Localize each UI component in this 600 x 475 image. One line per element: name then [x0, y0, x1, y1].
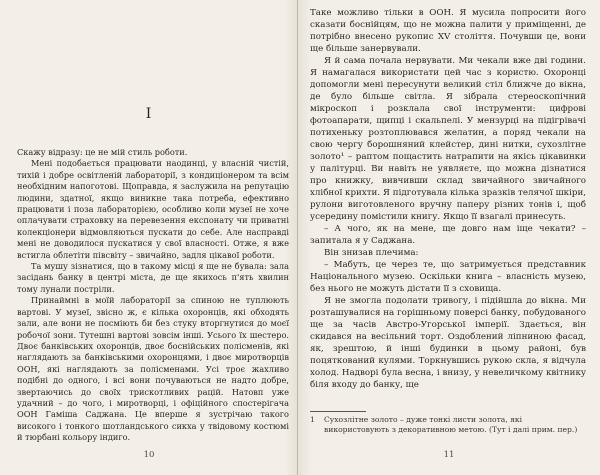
paragraph: Він знизав плечима:	[324, 248, 419, 259]
right-page	[298, 0, 600, 475]
paragraph: Я не змогла подолати тривогу, і підійшла до вікна. Ми розташувалися на горішньому поверсі банку, побудованого ще за часів Австро-Угорської імперії. Здається, він скидався на весільний торт. Оздоблений ліпниною фасад, як, зрештою, й інші будинки в цьому районі, був поцяткований кулями. Торкнувшись рукою скла, я відчула холод. Надворі була весна, і внизу, у невеличкому квітнику біля входу до банку, ще	[310, 296, 586, 391]
left-page	[0, 0, 298, 475]
paragraph: Я й сама почала нервувати. Ми чекали вже дві години. Я намагалася використати цей час з користю. Охоронці допомогли мені пересунути великий стіл ближче до вікна, де було більше світла. Я зібрала стереоскопічний мікроскоп і розклала свої інструменти: цифрові фотоапарати, щипці і скальпелі. У мензурці на підігрівачі потихеньку розтоплювався желатин, а поряд чекали на свою чергу борошняний клейстер, дині нитки, сухозлітне золото¹ – раптом пощастить натрапити на якісь цікавинки у палітурці. Ви навіть не уявляєте, що можна дізнатися про книжку, вивчивши склад звичайного звичайного хлібної крихти. Я підготувала кілька зразків телячої шкіри, рулони виготовленого вручну паперу різних тонів і, щоб усередину помістили книгу. Якщо її взагалі принесуть.	[310, 56, 586, 223]
chapter-heading: I	[145, 106, 153, 122]
right-page-body	[310, 7, 586, 392]
paragraph: Мені подобається працювати наодинці, у власній чистій, тихій і добре освітленій лабораторії, з кондиціонером та всім необхідним напоготові. Щоправда, я заслужила на репутацію людини, здатної, якщо виникне така потреба, ефективно працювати і поза лабораторією, особливо коли музеї не хоче оплачувати страховку на перевезення експонату чи приватні колекціонери відмовляються пускати до себе. Але насправді мені не доводилося пускатися у свої власності. Отже, я вже встигла облетіти півсвіту – звичайно, задля цікавої роботи.	[17, 158, 289, 260]
page-number-left: 10	[143, 450, 155, 460]
footnote-number: 1	[310, 415, 315, 424]
paragraph: Таке можливо тільки в ООН. Я мусила попросити його сказати боснійцям, що не можна палити у приміщенні, де потрібно внесено рукопис XV століття. Почувши це, вони ще більше занервували.	[310, 8, 586, 55]
footnote	[310, 415, 580, 435]
paragraph: Принаймні в моїй лабораторії за спиною не туплюють вартові. У музеї, звісно ж, є кілька охоронців, які обходять зали, але вони не посміють би без стуку вторгнутися до моєї робочої зони. Тутешні вартові зовсім інші. Усього їх шестеро. Двоє банківських охоронців, двоє боснійських полісменів, які наглядають за банківськими охоронцями, і двоє миротворців ООН, які наглядають за полісменами. Усі троє жахливо подібні до одного, і всі вони почуваються не надто добре, звертаючись до своїх трискотливих рацій. Натовп уже удачний – до чого, і миротворці, і офіційного спостерігача ООН Гаміша Саджана. Це вперше я зустрічаю такого високого і тонкого шотландського сикха у твідовому костюмі й тюрбані кольору індиго.	[17, 295, 289, 443]
page-number-right: 11	[443, 450, 455, 460]
paragraph: – Мабуть, це через те, що затримується представник Національного музею. Оскільки книга – власність музею, без нього не можуть дістати її з сховища.	[310, 260, 586, 295]
paragraph: – А чого, як на мене, ще довго нам іще чекати? – запитала я у Саджана.	[310, 224, 586, 247]
paragraph: Скажу відразу: це не мій стиль роботи.	[17, 147, 188, 157]
left-page-body	[17, 147, 289, 444]
paragraph: Та мушу зізнатися, що в такому місці я ще не бувала: зала засідань банку в центрі міста, де ще якихось п'ять хвилин тому лунали постріли.	[17, 261, 289, 294]
footnote-divider	[310, 411, 366, 412]
footnote-text: Сухозлітне золото – дуже тонкі листи золота, які використовують з декоративною метою. (Тут і далі прим. пер.)	[324, 415, 578, 434]
